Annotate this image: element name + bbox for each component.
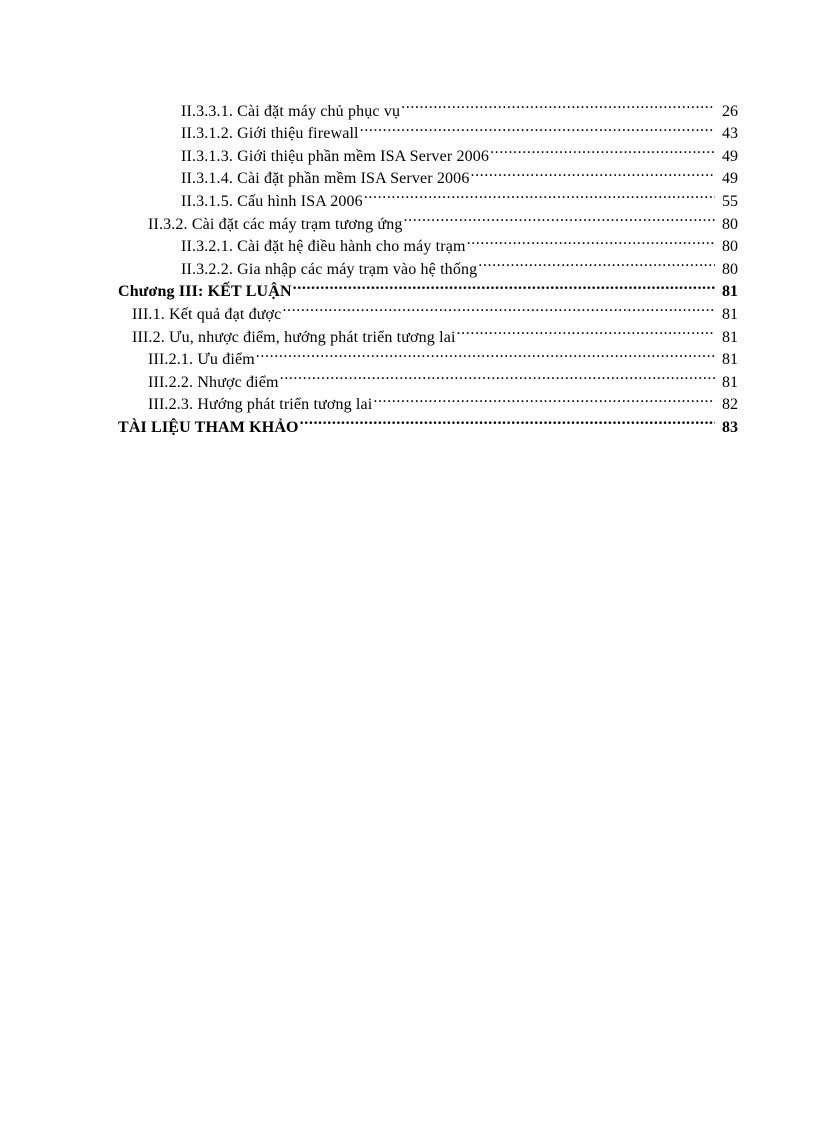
toc-entry-title: II.3.1.2. Giới thiệu firewall [181, 125, 359, 143]
toc-entry[interactable] [0, 116, 816, 143]
toc-entry-title: III.2.3. Hướng phát triển tương lai [148, 396, 373, 414]
toc-entry-page: 80 [722, 238, 738, 256]
toc-entry-page: 81 [722, 305, 738, 323]
dot-leader [256, 342, 715, 365]
dot-leader [293, 274, 715, 297]
toc-entry-page: 26 [722, 102, 738, 120]
toc-entry[interactable] [0, 183, 816, 210]
dot-leader [360, 116, 715, 139]
toc-entry[interactable] [0, 296, 816, 323]
dot-leader [280, 364, 715, 387]
dot-leader [364, 183, 715, 206]
toc-entry-page: 81 [722, 283, 738, 301]
dot-leader [401, 93, 715, 116]
toc-entry-title: TÀI LIỆU THAM KHẢO [118, 418, 299, 436]
dot-leader [404, 206, 715, 229]
dot-leader [470, 161, 715, 184]
toc-entry-page: 49 [722, 170, 738, 188]
toc-entry-title: II.3.1.3. Giới thiệu phần mềm ISA Server 2006 [181, 147, 490, 165]
toc-entry[interactable] [0, 364, 816, 391]
toc-entry[interactable] [0, 342, 816, 369]
toc-entry-title: III.2.1. Ưu điểm [148, 351, 255, 369]
toc-chapter-entry[interactable] [0, 274, 816, 301]
dot-leader [478, 251, 715, 274]
toc-entry-page: 81 [722, 328, 738, 346]
toc-entry-page: 82 [722, 396, 738, 414]
toc-references-entry[interactable] [0, 409, 816, 436]
toc-entry-title: Chương III: KẾT LUẬN [118, 283, 292, 301]
toc-entry[interactable] [0, 319, 816, 346]
dot-leader [373, 387, 715, 410]
toc-entry-title: II.3.1.5. Cấu hình ISA 2006 [181, 192, 363, 210]
toc-entry-title: III.2.2. Nhược điểm [148, 373, 279, 391]
toc-entry-title: II.3.2. Cài đặt các máy trạm tương ứng [148, 215, 403, 233]
dot-leader [490, 138, 715, 161]
toc-entry-page: 81 [722, 373, 738, 391]
toc-entry-title: II.3.2.2. Gia nhập các máy trạm vào hệ thống [181, 260, 478, 278]
dot-leader [457, 319, 715, 342]
toc-entry[interactable] [0, 251, 816, 278]
toc-entry[interactable] [0, 138, 816, 165]
toc-entry-page: 80 [722, 260, 738, 278]
toc-entry-title: III.1. Kết quả đạt được [132, 305, 282, 323]
toc-entry[interactable] [0, 229, 816, 256]
toc-entry-title: II.3.2.1. Cài đặt hệ điều hành cho máy trạm [181, 238, 466, 256]
toc-entry-page: 80 [722, 215, 738, 233]
toc-entry-page: 55 [722, 192, 738, 210]
toc-entry-page: 43 [722, 125, 738, 143]
dot-leader [282, 296, 715, 319]
toc-entry-page: 81 [722, 351, 738, 369]
dot-leader [467, 229, 715, 252]
toc-entry[interactable] [0, 161, 816, 188]
table-of-contents [0, 93, 816, 436]
toc-entry-title: II.3.3.1. Cài đặt máy chủ phục vụ [181, 102, 401, 120]
toc-entry-title: II.3.1.4. Cài đặt phần mềm ISA Server 2006 [181, 170, 470, 188]
toc-entry[interactable] [0, 93, 816, 120]
toc-entry-page: 83 [722, 418, 738, 436]
toc-entry[interactable] [0, 206, 816, 233]
toc-entry-title: III.2. Ưu, nhược điểm, hướng phát triển tương lai [132, 328, 456, 346]
toc-entry[interactable] [0, 387, 816, 414]
toc-entry-page: 49 [722, 147, 738, 165]
dot-leader [300, 409, 715, 432]
